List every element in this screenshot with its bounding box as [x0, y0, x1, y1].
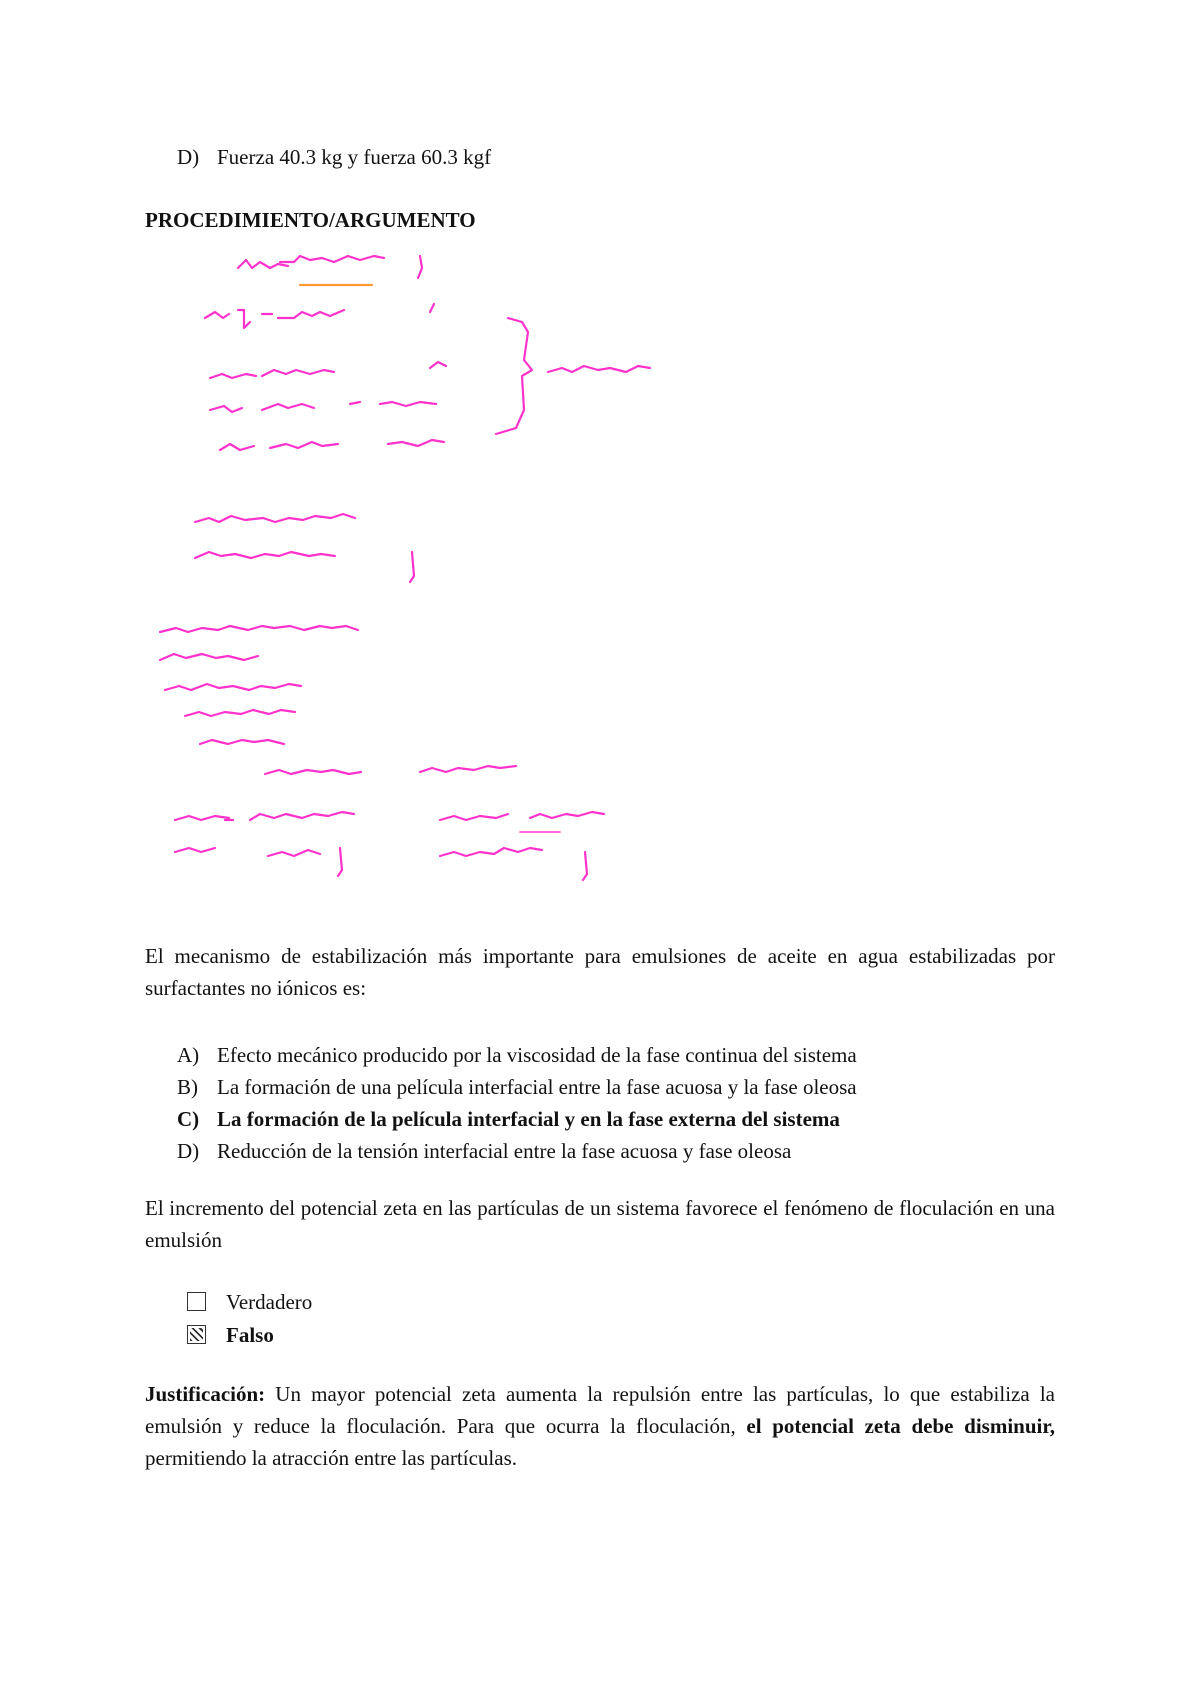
justification-tail: permitiendo la atracción entre las partículas. — [145, 1446, 518, 1470]
justification-lead: Justificación: — [145, 1382, 266, 1406]
option-text: Fuerza 40.3 kg y fuerza 60.3 kgf — [217, 145, 492, 169]
question1-option-c[interactable] — [177, 1104, 840, 1134]
option-text: La formación de una película interfacial entre la fase acuosa y la fase oleosa — [217, 1075, 857, 1099]
option-letter: B) — [177, 1075, 198, 1099]
option-text: La formación de la película interfacial y en la fase externa del sistema — [217, 1107, 840, 1131]
checkbox-icon[interactable] — [187, 1292, 206, 1311]
option-text: Efecto mecánico producido por la viscosidad de la fase continua del sistema — [217, 1043, 857, 1067]
option-label: Verdadero — [226, 1290, 313, 1314]
question1-option-b[interactable] — [177, 1072, 857, 1102]
option-label: Falso — [226, 1323, 274, 1347]
option-letter: D) — [177, 1139, 200, 1163]
question1-option-a[interactable] — [177, 1040, 857, 1070]
question2-option-false[interactable] — [187, 1320, 274, 1350]
question1-option-d[interactable] — [177, 1136, 791, 1166]
justification-paragraph — [145, 1378, 1055, 1474]
option-text: Reducción de la tensión interfacial entre la fase acuosa y fase oleosa — [217, 1139, 792, 1163]
justification-emphasis: el potencial zeta debe disminuir, — [746, 1414, 1055, 1438]
question2-option-true[interactable] — [187, 1287, 312, 1317]
option-letter: A) — [177, 1043, 200, 1067]
option-letter: C) — [177, 1107, 200, 1131]
question2-stem: El incremento del potencial zeta en las partículas de un sistema favorece el fenómeno de floculación en una emulsión — [145, 1196, 1055, 1252]
checked-checkbox-icon[interactable] — [187, 1325, 206, 1344]
procedure-heading: PROCEDIMIENTO/ARGUMENTO — [145, 208, 476, 232]
justification-body: Un mayor potencial zeta aumenta la repulsión entre las partículas, lo que estabiliza la emulsión y reduce la floculación. Para que ocurra la floculación, — [145, 1382, 1055, 1438]
option-d-line — [177, 142, 491, 172]
question1-stem: El mecanismo de estabilización más importante para emulsiones de aceite en agua estabilizadas por surfactantes no iónicos es: — [145, 944, 1055, 1000]
option-letter: D) — [177, 145, 200, 169]
